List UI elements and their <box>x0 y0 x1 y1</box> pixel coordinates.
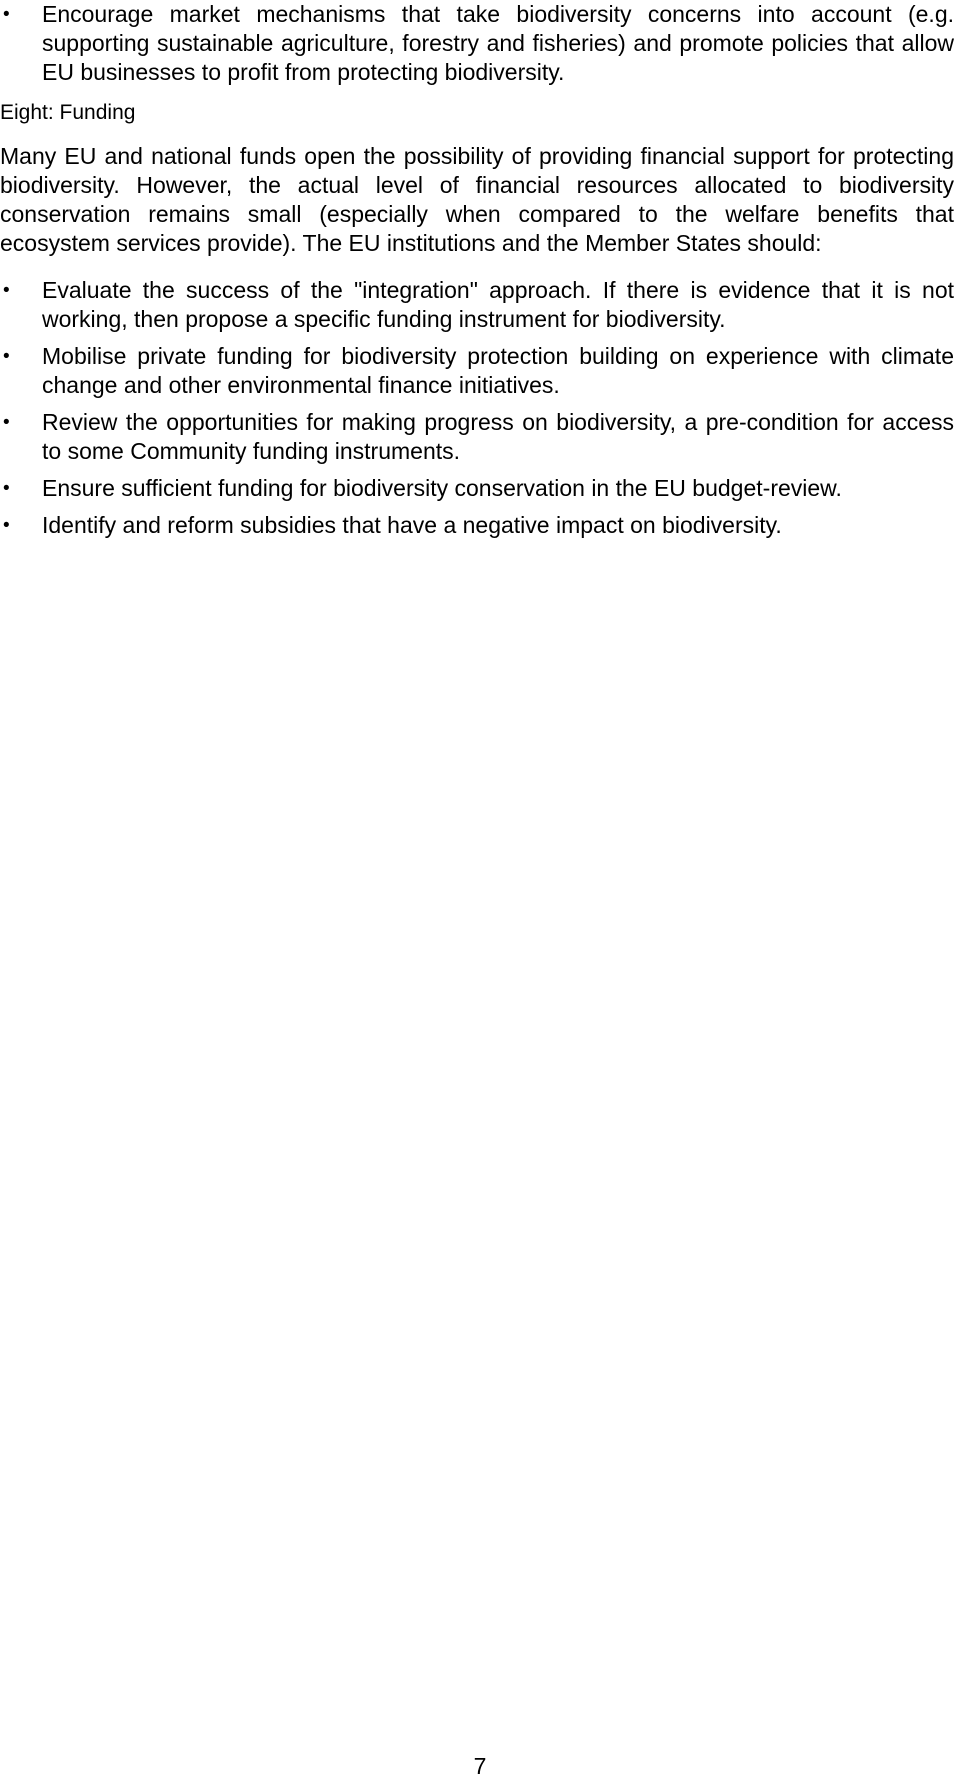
list-item-text: Identify and reform subsidies that have a negative impact on biodiversity. <box>42 512 782 538</box>
bullet-icon: • <box>3 515 10 536</box>
list-item <box>0 0 954 87</box>
list-item <box>0 408 954 466</box>
bullet-icon: • <box>3 412 10 433</box>
document-page <box>0 0 960 548</box>
bullet-icon: • <box>3 4 10 25</box>
list-item <box>0 276 954 334</box>
bullet-icon: • <box>3 280 10 301</box>
list-item-text: Encourage market mechanisms that take biodiversity concerns into account (e.g. supporting sustainable agriculture, forestry and fisheries) and promote policies that allow EU businesses to profit from protecting biodiversity. <box>42 1 954 85</box>
list-item-text: Review the opportunities for making progress on biodiversity, a pre-condition for access to some Community funding instruments. <box>42 409 954 464</box>
page-number: 7 <box>473 1753 487 1779</box>
recommendations-list <box>0 276 954 540</box>
bullet-icon: • <box>3 478 10 499</box>
list-item-text: Evaluate the success of the "integration" approach. If there is evidence that it is not working, then propose a specific funding instrument for biodiversity. <box>42 277 954 332</box>
bullet-list-market <box>0 0 954 87</box>
section-paragraph: Many EU and national funds open the possibility of providing financial support for protecting biodiversity. However, the actual level of financial resources allocated to biodiversity conservation remains small (especially when compared to the welfare benefits that ecosystem services provide). The EU institutions and the Member States should: <box>0 143 954 256</box>
list-item-text: Ensure sufficient funding for biodiversity conservation in the EU budget-review. <box>42 475 842 501</box>
list-item-text: Mobilise private funding for biodiversity protection building on experience with climate change and other environmental finance initiatives. <box>42 343 954 398</box>
section-heading: Eight: Funding <box>0 101 136 124</box>
list-item <box>0 474 954 503</box>
bullet-icon: • <box>3 346 10 367</box>
list-item <box>0 342 954 400</box>
list-item <box>0 511 954 540</box>
